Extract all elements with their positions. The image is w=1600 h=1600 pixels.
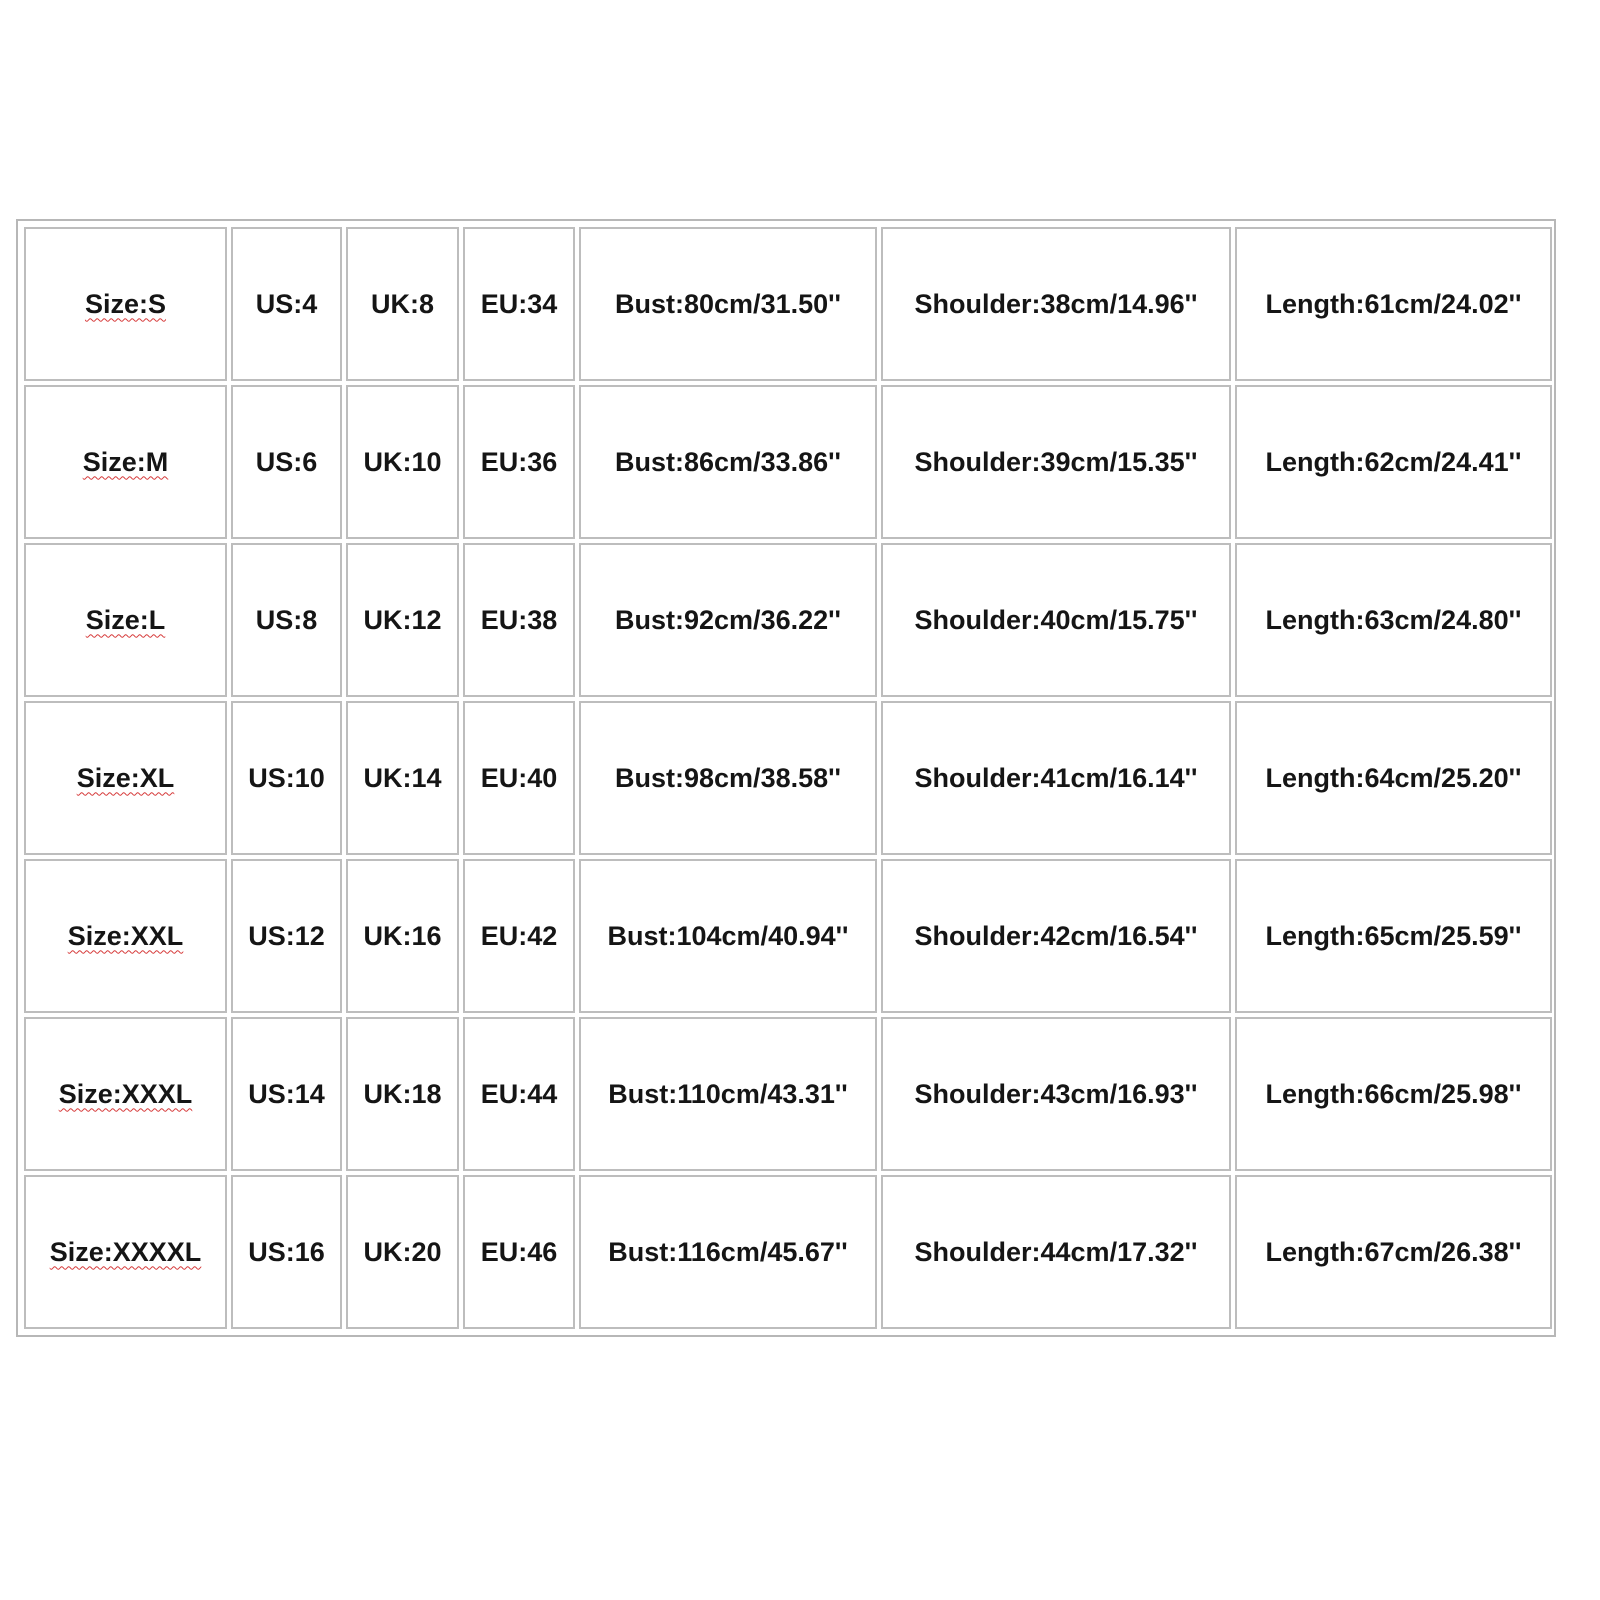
size-label: Size:XXXL: [58, 1078, 193, 1109]
size-label: Size:XXXXL: [49, 1236, 202, 1267]
length-cell: Length:61cm/24.02'': [1235, 227, 1552, 381]
size-label: Size:S: [84, 288, 167, 319]
us-size-cell: US:14: [231, 1017, 342, 1171]
eu-size-cell: EU:46: [463, 1175, 575, 1329]
length-cell: Length:65cm/25.59'': [1235, 859, 1552, 1013]
size-cell: [24, 1175, 227, 1329]
length-cell: Length:67cm/26.38'': [1235, 1175, 1552, 1329]
bust-cell: Bust:98cm/38.58'': [579, 701, 877, 855]
table-row: [24, 1017, 1552, 1171]
us-size-cell: US:6: [231, 385, 342, 539]
shoulder-cell: Shoulder:39cm/15.35'': [881, 385, 1231, 539]
size-label: Size:XXL: [67, 920, 184, 951]
shoulder-cell: Shoulder:38cm/14.96'': [881, 227, 1231, 381]
size-label: Size:XL: [76, 762, 175, 793]
length-cell: Length:66cm/25.98'': [1235, 1017, 1552, 1171]
shoulder-cell: Shoulder:43cm/16.93'': [881, 1017, 1231, 1171]
size-cell: [24, 1017, 227, 1171]
table-row: [24, 543, 1552, 697]
size-label: Size:L: [85, 604, 166, 635]
table-row: [24, 1175, 1552, 1329]
size-chart-table: [20, 223, 1556, 1333]
size-cell: [24, 227, 227, 381]
uk-size-cell: UK:12: [346, 543, 459, 697]
table-row: [24, 701, 1552, 855]
size-cell: [24, 701, 227, 855]
uk-size-cell: UK:8: [346, 227, 459, 381]
bust-cell: Bust:92cm/36.22'': [579, 543, 877, 697]
shoulder-cell: Shoulder:42cm/16.54'': [881, 859, 1231, 1013]
shoulder-cell: Shoulder:41cm/16.14'': [881, 701, 1231, 855]
uk-size-cell: UK:10: [346, 385, 459, 539]
eu-size-cell: EU:44: [463, 1017, 575, 1171]
table-row: [24, 227, 1552, 381]
table-row: [24, 859, 1552, 1013]
us-size-cell: US:16: [231, 1175, 342, 1329]
uk-size-cell: UK:20: [346, 1175, 459, 1329]
eu-size-cell: EU:40: [463, 701, 575, 855]
length-cell: Length:62cm/24.41'': [1235, 385, 1552, 539]
us-size-cell: US:8: [231, 543, 342, 697]
length-cell: Length:64cm/25.20'': [1235, 701, 1552, 855]
size-chart-frame: [16, 219, 1556, 1337]
length-cell: Length:63cm/24.80'': [1235, 543, 1552, 697]
us-size-cell: US:10: [231, 701, 342, 855]
eu-size-cell: EU:36: [463, 385, 575, 539]
size-label: Size:M: [82, 446, 169, 477]
size-cell: [24, 859, 227, 1013]
eu-size-cell: EU:38: [463, 543, 575, 697]
eu-size-cell: EU:34: [463, 227, 575, 381]
uk-size-cell: UK:16: [346, 859, 459, 1013]
uk-size-cell: UK:14: [346, 701, 459, 855]
us-size-cell: US:12: [231, 859, 342, 1013]
bust-cell: Bust:116cm/45.67'': [579, 1175, 877, 1329]
us-size-cell: US:4: [231, 227, 342, 381]
table-row: [24, 385, 1552, 539]
size-cell: [24, 385, 227, 539]
bust-cell: Bust:110cm/43.31'': [579, 1017, 877, 1171]
bust-cell: Bust:86cm/33.86'': [579, 385, 877, 539]
shoulder-cell: Shoulder:40cm/15.75'': [881, 543, 1231, 697]
bust-cell: Bust:104cm/40.94'': [579, 859, 877, 1013]
size-cell: [24, 543, 227, 697]
eu-size-cell: EU:42: [463, 859, 575, 1013]
bust-cell: Bust:80cm/31.50'': [579, 227, 877, 381]
shoulder-cell: Shoulder:44cm/17.32'': [881, 1175, 1231, 1329]
uk-size-cell: UK:18: [346, 1017, 459, 1171]
